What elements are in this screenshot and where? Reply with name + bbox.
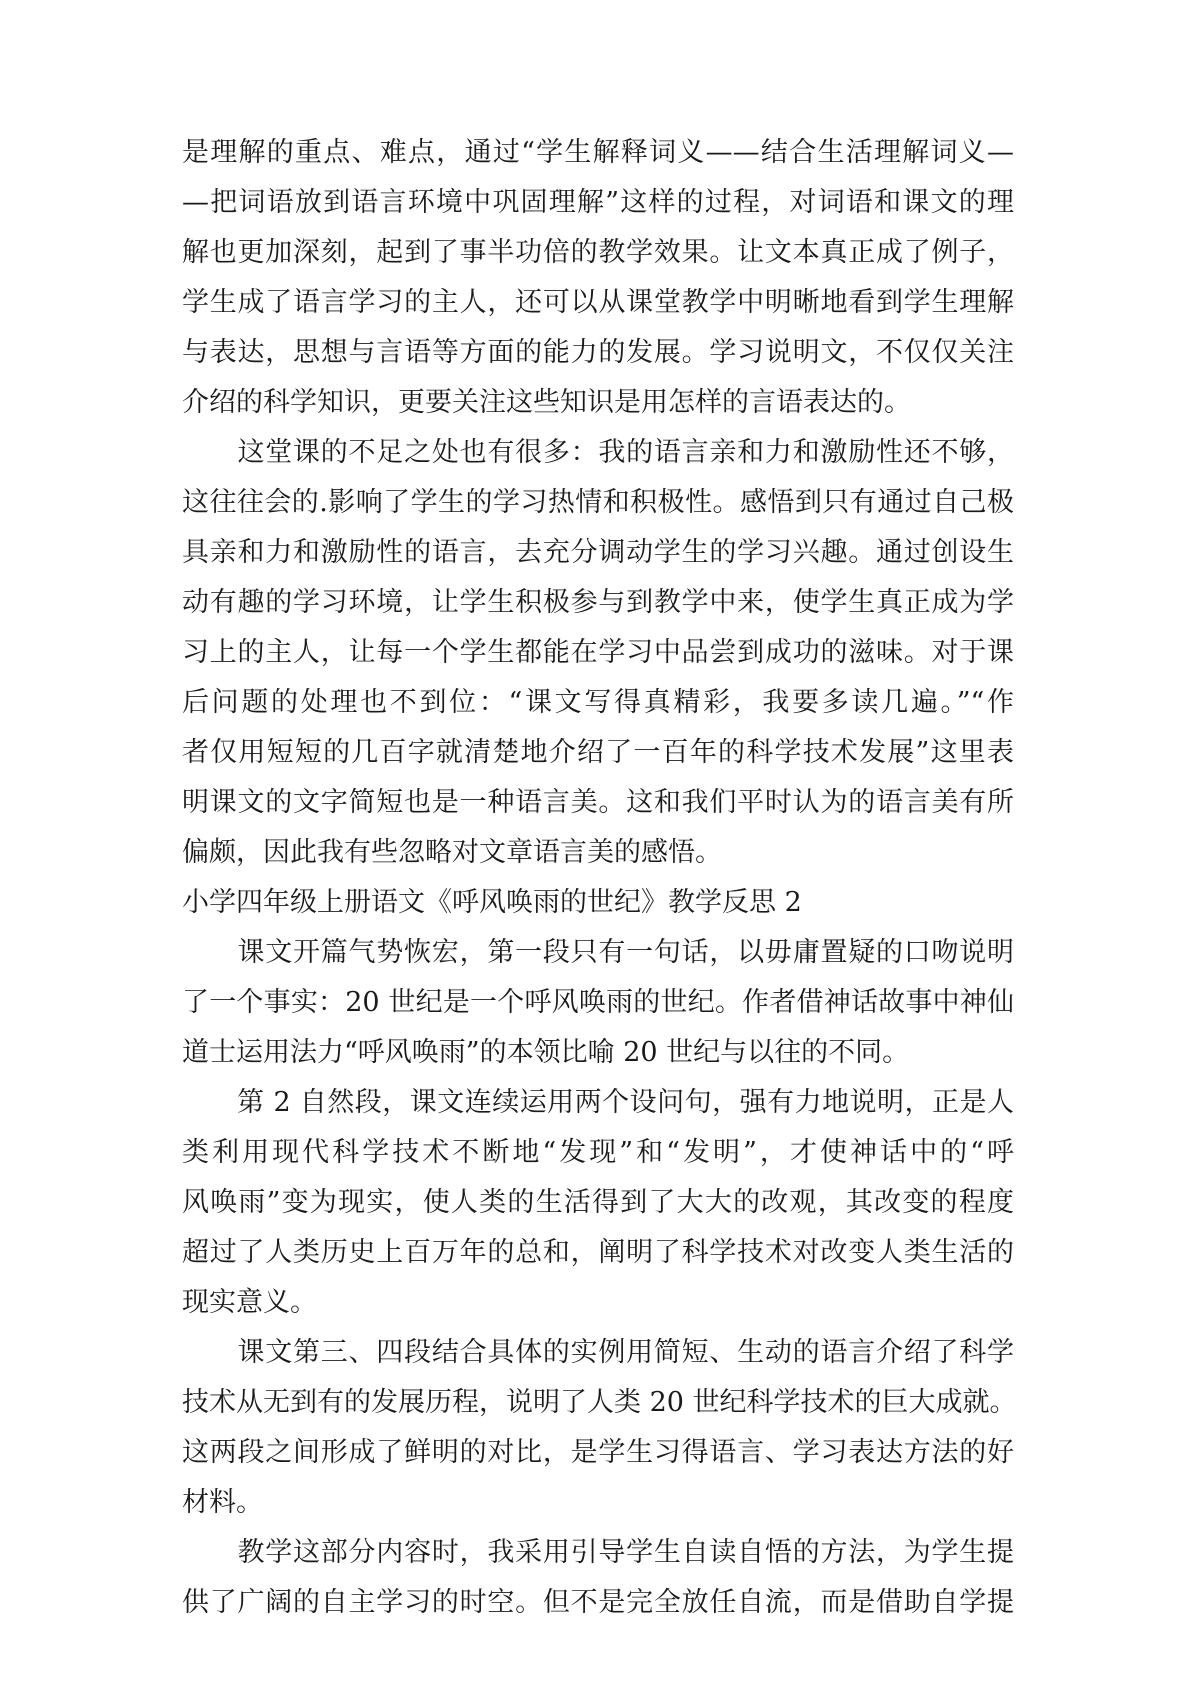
text-line: 教学这部分内容时，我采用引导学生自读自悟的方法，为学生提 (182, 1537, 1014, 1568)
text-line: 这往往会的.影响了学生的学习热情和积极性。感悟到只有通过自己极 (182, 487, 1014, 518)
text-line: 明课文的文字简短也是一种语言美。这和我们平时认为的语言美有所 (182, 787, 1014, 818)
text-line: 了一个事实：20 世纪是一个呼风唤雨的世纪。作者借神话故事中神仙 (182, 987, 1014, 1018)
text-line: 这两段之间形成了鲜明的对比，是学生习得语言、学习表达方法的好 (182, 1437, 1014, 1468)
text-line: 偏颇，因此我有些忽略对文章语言美的感悟。 (182, 837, 722, 868)
paragraph (182, 428, 1014, 878)
text-line: 解也更加深刻，起到了事半功倍的教学效果。让文本真正成了例子， (182, 237, 1014, 268)
text-line: 风唤雨”变为现实，使人类的生活得到了大大的改观，其改变的程度 (182, 1187, 1014, 1218)
text-line: 这堂课的不足之处也有很多：我的语言亲和力和激励性还不够， (182, 437, 1014, 468)
text-line: 是理解的重点、难点，通过“学生解释词义——结合生活理解词义— (182, 137, 1014, 168)
text-line: 第 2 自然段，课文连续运用两个设问句，强有力地说明，正是人 (182, 1087, 1014, 1118)
text-line: 供了广阔的自主学习的时空。但不是完全放任自流，而是借助自学提 (182, 1587, 1014, 1618)
text-line: 后问题的处理也不到位：“课文写得真精彩，我要多读几遍。”“作 (182, 687, 1014, 718)
text-line: 课文第三、四段结合具体的实例用简短、生动的语言介绍了科学 (182, 1337, 1014, 1368)
text-line: 现实意义。 (182, 1287, 317, 1318)
text-line: 具亲和力和激励性的语言，去充分调动学生的学习兴趣。通过创设生 (182, 537, 1014, 568)
document-page (182, 128, 1017, 1628)
text-line: 动有趣的学习环境，让学生积极参与到教学中来，使学生真正成为学 (182, 587, 1014, 618)
paragraph (182, 928, 1014, 1078)
text-line: 学生成了语言学习的主人，还可以从课堂教学中明晰地看到学生理解 (182, 287, 1014, 318)
text-line: —把词语放到语言环境中巩固理解”这样的过程，对词语和课文的理 (182, 187, 1014, 218)
text-line: 技术从无到有的发展历程，说明了人类 20 世纪科学技术的巨大成就。 (182, 1387, 1017, 1418)
text-line: 习上的主人，让每一个学生都能在学习中品尝到成功的滋味。对于课 (182, 637, 1014, 668)
text-line: 道士运用法力“呼风唤雨”的本领比喻 20 世纪与以往的不同。 (182, 1037, 910, 1068)
text-line: 类利用现代科学技术不断地“发现”和“发明”，才使神话中的“呼 (182, 1137, 1014, 1168)
paragraph (182, 1078, 1014, 1328)
text-line: 与表达，思想与言语等方面的能力的发展。学习说明文，不仅仅关注 (182, 337, 1014, 368)
section-heading: 小学四年级上册语文《呼风唤雨的世纪》教学反思 2 (182, 887, 802, 918)
paragraph (182, 128, 1014, 428)
paragraph (182, 1328, 1017, 1528)
paragraph (182, 1528, 1014, 1628)
text-line: 介绍的科学知识，更要关注这些知识是用怎样的言语表达的。 (182, 387, 911, 418)
text-line: 课文开篇气势恢宏，第一段只有一句话，以毋庸置疑的口吻说明 (182, 937, 1014, 968)
text-line: 者仅用短短的几百字就清楚地介绍了一百年的科学技术发展”这里表 (182, 737, 1014, 768)
text-line: 材料。 (182, 1487, 263, 1518)
text-line: 超过了人类历史上百万年的总和，阐明了科学技术对改变人类生活的 (182, 1237, 1014, 1268)
